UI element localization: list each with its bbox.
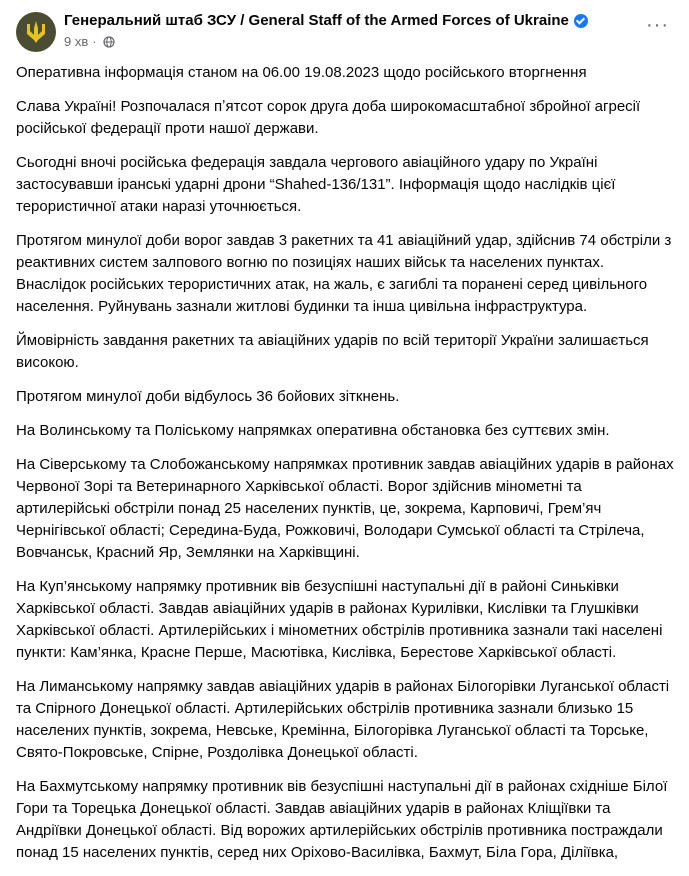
- verified-badge-icon: [574, 14, 588, 28]
- post-paragraph: Протягом минулої доби відбулось 36 бойових зіткнень.: [16, 388, 400, 405]
- post-body: [16, 62, 676, 876]
- post-paragraph: Протягом минулої доби ворог завдав 3 ракетних та 41 авіаційний удар, здійснив 74 обстріли з реактивних систем залпового вогню по позиціях наших військ та населених пунктах. Внаслідок російських терористичних атак, на жаль, є загиблі та поранені серед цивільного населення. Руйнувань зазнали житлові будинки та інша цивільна інфраструктура.: [16, 232, 672, 315]
- post-meta: [64, 34, 115, 49]
- avatar[interactable]: [16, 12, 56, 52]
- trident-emblem-icon: [23, 19, 49, 45]
- meta-separator: ·: [92, 34, 97, 49]
- author-name[interactable]: Генеральний штаб ЗСУ / General Staff of the Armed Forces of Ukraine: [64, 12, 569, 29]
- post-paragraph: На Бахмутському напрямку противник вів безуспішні наступальні дії в районах східніше Білої Гори та Торецька Донецької області. Завдав авіаційних ударів в районах Кліщіївки та Андріївки Донецької області. Від ворожих артилерійських обстрілів противника постраждали понад 15 населених пунктів, серед них Оріхово-Василівка, Бахмут, Біла Гора, Діліївка,: [16, 778, 668, 861]
- more-options-ellipsis-icon[interactable]: ···: [646, 14, 669, 36]
- globe-icon: [103, 36, 115, 48]
- author-name-row: [64, 12, 588, 29]
- post-paragraph: На Куп’янському напрямку противник вів безуспішні наступальні дії в районі Синьківки Харківської області. Завдав авіаційних ударів в районах Курилівки, Кислівки та Глушківки Харківської області. Артилерійських і мінометних обстрілів противника зазнали такі населені пункти: Кам’янка, Красне Перше, Масютівка, Кислівка, Берестове Харківської області.: [16, 578, 663, 661]
- post-timestamp[interactable]: 9 хв: [64, 34, 89, 49]
- post-paragraph: Слава Україні! Розпочалася пʼятсот сорок друга доба широкомасштабної збройної агресії російської федерації проти нашої держави.: [16, 98, 641, 137]
- post-header: [0, 0, 689, 58]
- post-paragraph: На Лиманському напрямку завдав авіаційних ударів в районах Білогорівки Луганської області та Спірного Донецької області. Артилерійських обстрілів противника зазнали близько 15 населених пунктів, зокрема, Невське, Кремінна, Білогорівка Луганської області та Торське, Свято-Покровське, Спірне, Роздолівка Донецької області.: [16, 678, 670, 761]
- post-paragraph: На Сіверському та Слобожанському напрямках противник завдав авіаційних ударів в районах Червоної Зорі та Ветеринарного Харківської області. Ворог здійснив мінометні та артилерійські обстріли понад 25 населених пунктів, це, зокрема, Карповичі, Грем’яч Чернігівської області; Середина-Буда, Рожковичі, Володари Сумської області та Стрілеча, Вовчанськ, Красний Яр, Землянки на Харківщині.: [16, 456, 674, 561]
- post-paragraph: Оперативна інформація станом на 06.00 19.08.2023 щодо російського вторгнення: [16, 64, 587, 81]
- post-paragraph: Сьогодні вночі російська федерація завдала чергового авіаційного удару по Україні застосувавши іранські ударні дрони “Shahed-136/131”. Інформація щодо наслідків цієї терористичної атаки наразі уточнюється.: [16, 154, 616, 215]
- post-paragraph: На Волинському та Поліському напрямках оперативна обстановка без суттєвих змін.: [16, 422, 610, 439]
- post-paragraph: Ймовірність завдання ракетних та авіаційних ударів по всій території України залишається високою.: [16, 332, 649, 371]
